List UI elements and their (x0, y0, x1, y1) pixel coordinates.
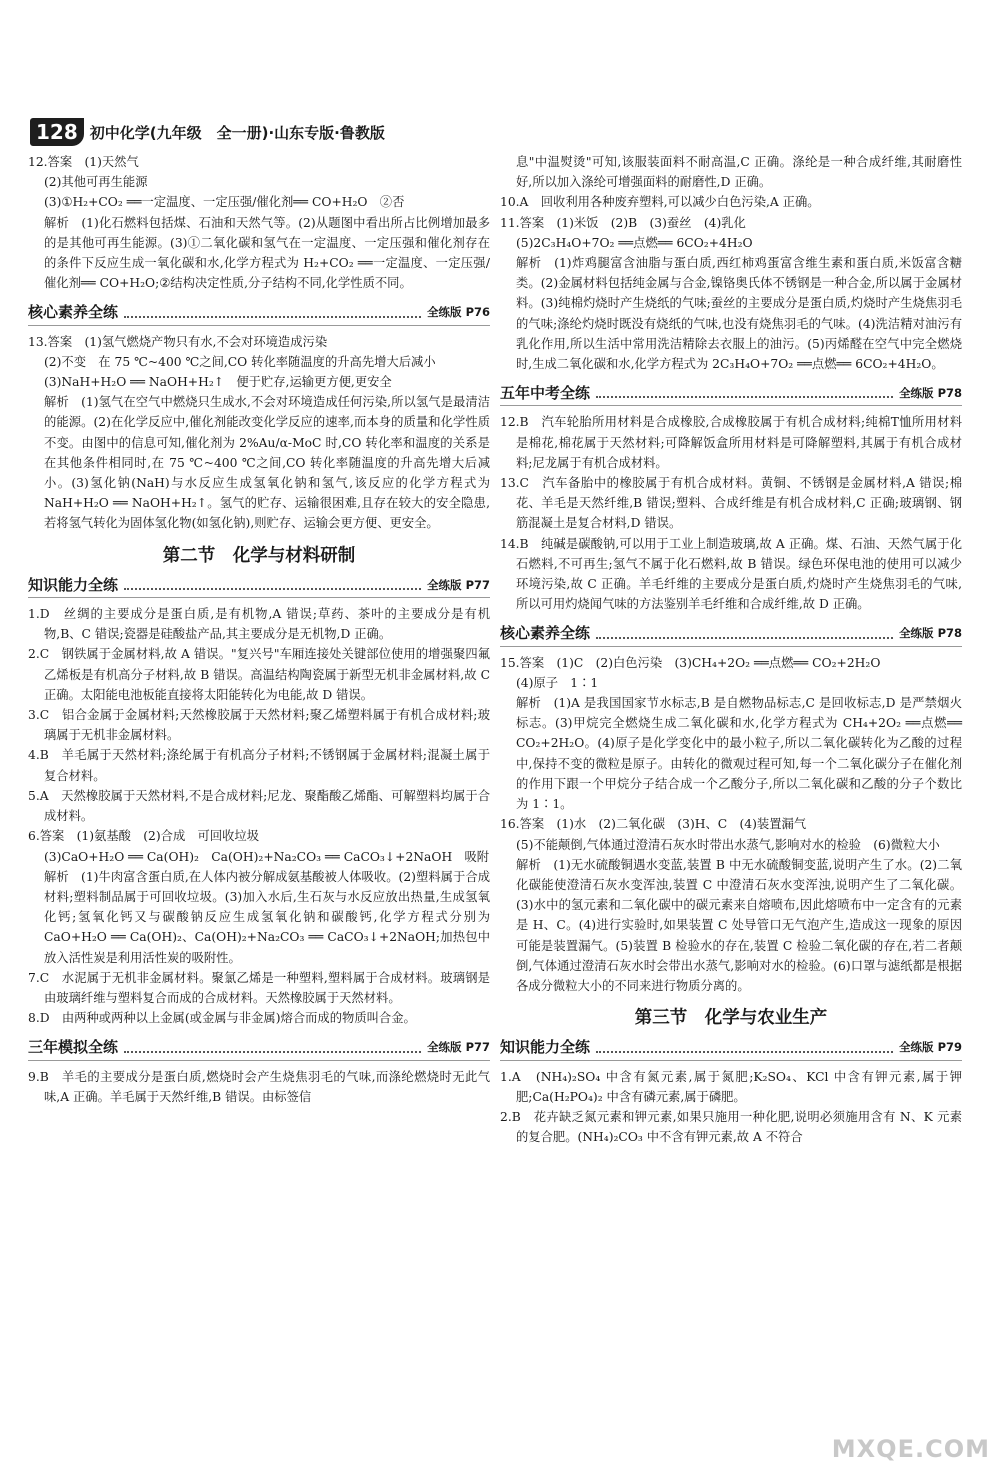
q11-answer: 11.答案 (1)米饭 (2)B (3)蚕丝 (4)乳化 (500, 215, 746, 230)
q13-answer-2: (2)不变 在 75 ℃~400 ℃之间,CO 转化率随温度的升高先增大后减小 (44, 354, 436, 369)
right-column (500, 152, 962, 1147)
section-core-literacy-2 (500, 623, 962, 646)
section-ref: 全练版 P78 (899, 626, 962, 641)
section-title: 五年中考全练 (500, 384, 591, 403)
section-three-year (28, 1037, 490, 1060)
item-2b: 2.B 花卉缺乏氮元素和钾元素,如果只施用一种化肥,说明必须施用含有 N、K 元素的复合肥。(NH₄)₂CO₃ 中不含有钾元素,故 A 不符合 (500, 1109, 962, 1145)
q6-analysis: 解析 (1)牛肉富含蛋白质,在人体内被分解成氨基酸被人体吸收。(2)塑料属于合成材料;塑料制品属于可回收垃圾。(3)加入水后,生石灰与水反应放出热量,生成氢氧化钙;氢氧化钙又与碳酸钠反应生成氢氧化钠和碳酸钙,化学方程式分别为 CaO+H₂O ══ Ca(OH)₂、Ca(OH)₂+Na₂CO₃ ══ CaCO₃↓+2NaOH;加热包中放入活性炭是利用活性炭的吸附性。 (44, 869, 490, 965)
item-5: 5.A 天然橡胶属于天然材料,不是合成材料;尼龙、聚酯酸乙烯酯、可解塑料均属于合成材料。 (28, 788, 490, 824)
page-header (30, 118, 385, 146)
section-ref: 全练版 P77 (427, 577, 490, 592)
page-number: 128 (30, 118, 84, 146)
item-3: 3.C 铝合金属于金属材料;天然橡胶属于天然材料;聚乙烯塑料属于有机合成材料;玻璃属于无机非金属材料。 (28, 708, 490, 743)
item-9-continued: 息"中温熨烫"可知,该服装面料不耐高温,C 正确。涤纶是一种合成纤维,其耐磨性好,所以加入涤纶可增强面料的耐磨性,D 正确。 (516, 155, 962, 190)
q16-analysis: 解析 (1)无水硫酸铜遇水变蓝,装置 B 中无水硫酸铜变蓝,说明产生了水。(2)二氧化碳能使澄清石灰水变浑浊,装置 C 中澄清石灰水变浑浊,说明产生了二氧化碳。(3)水中的氢元素和二氧化碳中的碳元素来自熔喷布,因此熔喷布中一定含有的元素是 H、C。(4)进行实验时,如果装置 C 处导管口无气泡产生,造成这一现象的原因可能是装置漏气。(5)装置 B 检验水的存在,装置 C 检验二氧化碳的存在,若二者颠倒,气体通过澄清石灰水时会带出水蒸气,影响对水的检验。(6)口罩与滤纸都是根据各成分微粒大小的不同来进行物质分离的。 (516, 857, 962, 993)
item-7: 7.C 水泥属于无机非金属材料。聚氯乙烯是一种塑料,塑料属于合成材料。玻璃钢是由玻璃纤维与塑料复合而成的合成材料。天然橡胶属于天然材料。 (28, 970, 490, 1005)
watermark: MXQE.COM (831, 1435, 990, 1463)
item-14: 14.B 纯碱是碳酸钠,可以用于工业上制造玻璃,故 A 正确。煤、石油、天然气属于化石燃料,不可再生;氢气不属于化石燃料,故 B 错误。绿色环保电池的使用可以减少环境污染,故 C 正确。羊毛纤维的主要成分是蛋白质,灼烧时产生烧焦羽毛的气味,所以可用灼烧闻气味的方法鉴别羊毛纤维和合成纤维,故 D 正确。 (500, 536, 962, 612)
q6-answer-2: (3)CaO+H₂O ══ Ca(OH)₂ Ca(OH)₂+Na₂CO₃ ══ CaCO₃↓+2NaOH 吸附 (44, 849, 490, 864)
q11-analysis: 解析 (1)炸鸡腿富含油脂与蛋白质,西红柿鸡蛋富含维生素和蛋白质,米饭富含糖类。(2)金属材料包括纯金属与合金,镍铬奥氏体不锈钢是一种合金,所以属于金属材料。(3)纯棉灼烧时产生烧纸的气味;蚕丝的主要成分是蛋白质,灼烧时产生烧焦羽毛的气味;涤纶灼烧时既没有烧纸的气味,也没有烧焦羽毛的气味。(4)洗洁精对油污有乳化作用,所以生活中常用洗洁精除去衣服上的油污。(5)丙烯醛在空气中完全燃烧时,生成二氧化碳和水,化学方程式为 2C₃H₄O+7O₂ ══点燃══ 6CO₂+4H₂O。 (516, 256, 962, 372)
section-knowledge-2 (500, 1037, 962, 1060)
section-ref: 全练版 P79 (899, 1040, 962, 1055)
q16-answer-2: (5)不能颠倒,气体通过澄清石灰水时带出水蒸气,影响对水的检验 (6)微粒大小 (516, 837, 940, 852)
book-title: 初中化学(九年级 全一册)·山东专版·鲁教版 (89, 123, 385, 142)
left-column (28, 152, 490, 1107)
item-1b: 1.A (NH₄)₂SO₄ 中含有氮元素,属于氮肥;K₂SO₄、KCl 中含有钾元素,属于钾肥;Ca(H₂PO₄)₂ 中含有磷元素,属于磷肥。 (500, 1069, 962, 1104)
q15-answer-2: (4)原子 1∶1 (516, 675, 599, 690)
item-10: 10.A 回收利用各种废弃塑料,可以减少白色污染,A 正确。 (500, 195, 820, 210)
item-13: 13.C 汽车备胎中的橡胶属于有机合成材料。黄铜、不锈钢是金属材料,A 错误;棉花、羊毛是天然纤维,B 错误;塑料、合成纤维是有机合成材料,C 正确;玻璃钢、钢筋混凝土是复合材料,D 错误。 (500, 476, 962, 531)
section-knowledge-1 (28, 575, 490, 598)
q12-answer: 12.答案 (1)天然气 (28, 155, 139, 169)
q16-answer: 16.答案 (1)水 (2)二氧化碳 (3)H、C (4)装置漏气 (500, 817, 807, 832)
q12-analysis: 解析 (1)化石燃料包括煤、石油和天然气等。(2)从题图中看出所占比例增加最多的是其他可再生能源。(3)①二氧化碳和氢气在一定温度、一定压强和催化剂存在的条件下反应生成一氧化碳和水,化学方程式为 H₂+CO₂ ══一定温度、一定压强/催化剂══ CO+H₂O;②结构决定性质,分子结构不同,化学性质不同。 (44, 215, 490, 291)
item-9: 9.B 羊毛的主要成分是蛋白质,燃烧时会产生烧焦羽毛的气味,而涤纶燃烧时无此气味,A 正确。羊毛属于天然纤维,B 错误。由标签信 (28, 1069, 490, 1104)
section-core-literacy-1 (28, 302, 490, 325)
q15-answer: 15.答案 (1)C (2)白色污染 (3)CH₄+2O₂ ══点燃══ CO₂+2H₂O (500, 655, 881, 670)
item-1: 1.D 丝绸的主要成分是蛋白质,是有机物,A 错误;草药、茶叶的主要成分是有机物,B、C 错误;瓷器是硅酸盐产品,其主要成分是无机物,D 正确。 (28, 607, 490, 642)
item-8: 8.D 由两种或两种以上金属(或金属与非金属)熔合而成的物质叫合金。 (28, 1011, 416, 1026)
section-title: 三年模拟全练 (28, 1038, 119, 1057)
section-ref: 全练版 P78 (899, 386, 962, 401)
section-title: 核心素养全练 (28, 303, 119, 322)
section-ref: 全练版 P77 (427, 1040, 490, 1055)
section-title: 知识能力全练 (28, 575, 119, 594)
section-five-year (500, 383, 962, 406)
item-2: 2.C 钢铁属于金属材料,故 A 错误。"复兴号"车厢连接处关键部位使用的增强聚四氟乙烯板是有机高分子材料,故 B 错误。高温结构陶瓷属于新型无机非金属材料,故 C 正确。太阳能电池板能直接将太阳能转化为电能,故 D 错误。 (28, 647, 490, 702)
q13-analysis: 解析 (1)氢气在空气中燃烧只生成水,不会对环境造成任何污染,所以氢气是最清洁的能源。(2)在化学反应中,催化剂能改变化学反应的速率,而本身的质量和化学性质不变。由图中的信息可知,催化剂为 2%Au/α-MoC 时,CO 转化率和温度的关系是在其他条件相同时,在 75 ℃~400 ℃之间,CO 转化率随温度的升高先增大后减小。(3)氢化钠(NaH)与水反应生成氢氧化钠和氢气,该反应的化学方程式为 NaH+H₂O ══ NaOH+H₂↑。氢气的贮存、运输很困难,且存在较大的安全隐患,若将氢气转化为固体氢化物(如氢化钠),则贮存、运输会更方便、更安全。 (44, 395, 490, 531)
section-ref: 全练版 P76 (427, 305, 490, 320)
q6-answer: 6.答案 (1)氨基酸 (2)合成 可回收垃圾 (28, 829, 260, 844)
q13-answer-3: (3)NaH+H₂O ══ NaOH+H₂↑ 便于贮存,运输更方便,更安全 (44, 375, 392, 390)
q15-analysis: 解析 (1)A 是我国国家节水标志,B 是自燃物品标志,C 是回收标志,D 是严禁烟火标志。(3)甲烷完全燃烧生成二氧化碳和水,化学方程式为 CH₄+2O₂ ══点燃══ CO₂+2H₂O。(4)原子是化学变化中的最小粒子,所以二氧化碳转化为乙酸的过程中,保持不变的微粒是原子。由转化的微观过程可知,每一个二氧化碳分子在催化剂的作用下跟一个甲烷分子结合成一个乙酸分子,所以二氧化碳和乙酸的分子个数比为 1∶1。 (516, 696, 962, 812)
section-title: 知识能力全练 (500, 1038, 591, 1057)
q11-answer-2: (5)2C₃H₄O+7O₂ ══点燃══ 6CO₂+4H₂O (516, 235, 753, 250)
q12-answer-2: (2)其他可再生能源 (44, 175, 148, 190)
item-12: 12.B 汽车轮胎所用材料是合成橡胶,合成橡胶属于有机合成材料;纯棉T恤所用材料是棉花,棉花属于天然材料;可降解饭盒所用材料是可降解塑料,其属于有机合成材料;尼龙属于有机合成材料。 (500, 415, 962, 470)
chapter-title-3: 第三节 化学与农业生产 (634, 1008, 828, 1029)
q13-answer: 13.答案 (1)氢气燃烧产物只有水,不会对环境造成污染 (28, 334, 328, 349)
item-4: 4.B 羊毛属于天然材料;涤纶属于有机高分子材料;不锈钢属于金属材料;混凝土属于复合材料。 (28, 748, 490, 783)
q12-answer-3: (3)①H₂+CO₂ ══一定温度、一定压强/催化剂══ CO+H₂O ②否 (44, 195, 405, 210)
section-title: 核心素养全练 (500, 624, 591, 643)
chapter-title-2: 第二节 化学与材料研制 (162, 545, 356, 566)
